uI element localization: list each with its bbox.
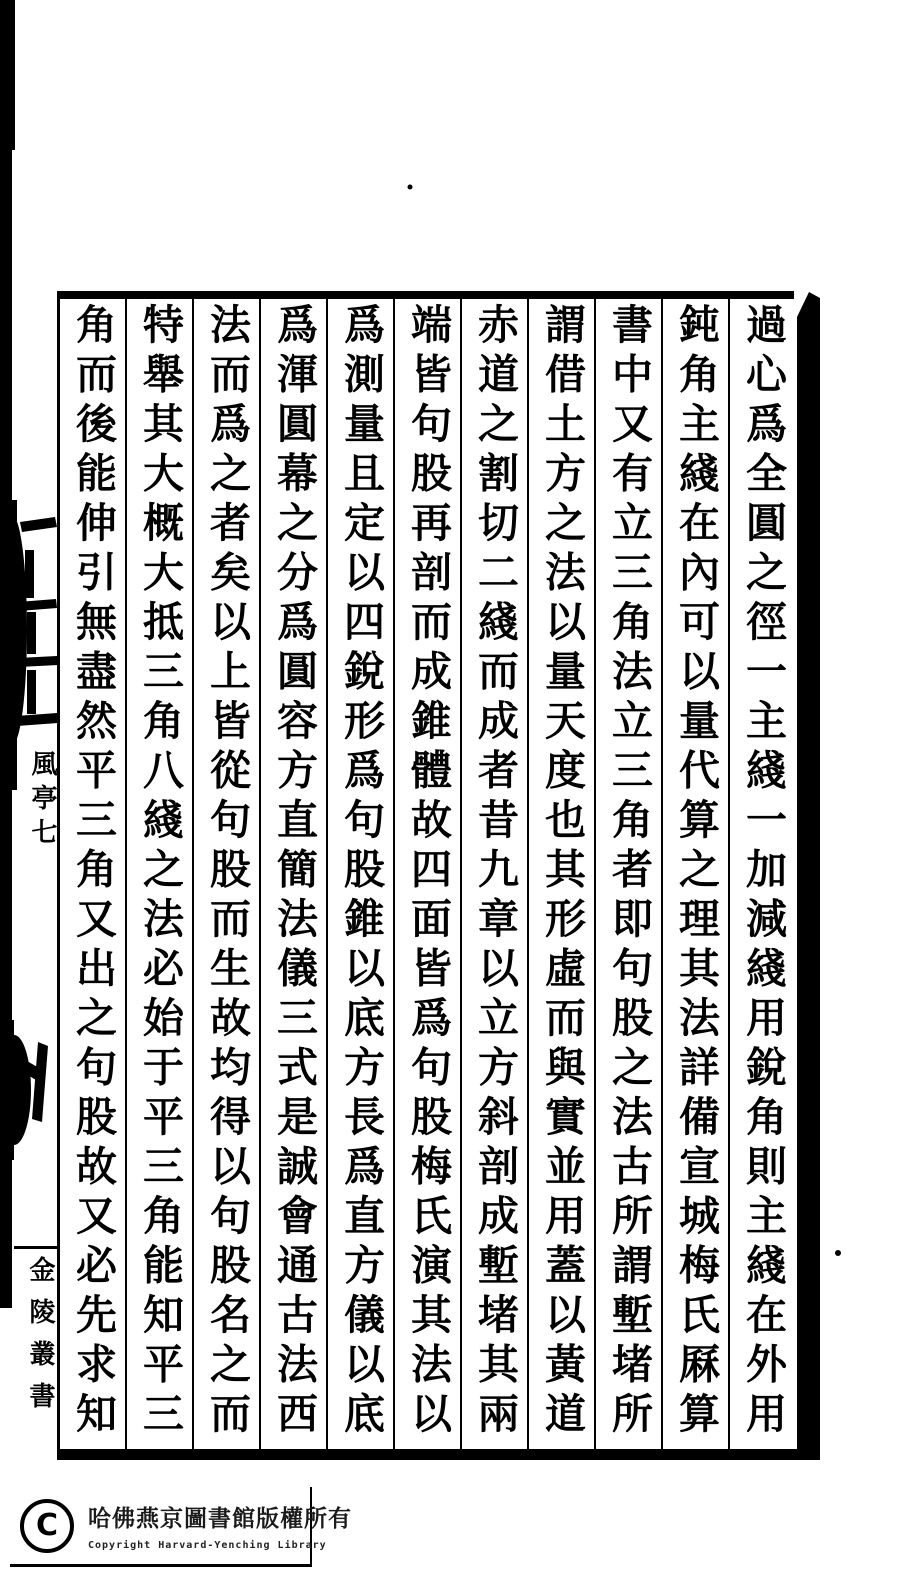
column-text: 爲測量且定以四銳形爲句股錐以底方長爲直方儀以底: [337, 303, 385, 1442]
folio-label: 風亭七: [27, 750, 57, 852]
copyright-icon: C: [20, 1499, 74, 1553]
scan-speck: [835, 1250, 841, 1256]
text-column-2: [661, 299, 728, 1449]
column-text: 法而爲之者矣以上皆從句股而生故均得以句股名之而: [203, 303, 251, 1442]
column-text: 過心爲全圓之徑一主綫一加減綫用銳角則主綫在外用: [739, 303, 787, 1442]
column-text: 端皆句股再剖而成錐體故四面皆爲句股梅氏演其法以: [404, 303, 452, 1442]
text-column-9: [192, 299, 259, 1449]
stamp-text: [88, 1500, 352, 1551]
stamp-english-text: Copyright Harvard-Yenching Library: [88, 1540, 327, 1551]
copyright-stamp: [10, 1487, 352, 1567]
text-block: [60, 299, 795, 1449]
text-column-4: [527, 299, 594, 1449]
column-text: 鈍角主綫在內可以量代算之理其法詳備宣城梅氏厤算: [672, 303, 720, 1442]
text-column-7: [326, 299, 393, 1449]
text-column-3: [594, 299, 661, 1449]
column-text: 特舉其大概大抵三角八綫之法必始于平三角能知平三: [136, 303, 184, 1442]
text-column-8: [259, 299, 326, 1449]
stamp-chinese-text: 哈佛燕京圖書館版權所有: [88, 1505, 352, 1532]
text-column-1: [728, 299, 795, 1449]
column-text: 爲渾圓幕之分爲圓容方直簡法儀三式是誠會通古法西: [270, 303, 318, 1442]
margin-rule: [14, 1246, 57, 1249]
column-text: 赤道之割切二綫而成者昔九章以立方斜剖成塹堵其兩: [471, 303, 519, 1442]
scan-speck: [408, 185, 413, 190]
text-column-5: [460, 299, 527, 1449]
column-text: 角而後能伸引無盡然平三角又出之句股故又必先求知: [69, 303, 117, 1442]
text-column-11: [60, 299, 125, 1449]
collection-label: 金陵叢書: [25, 1256, 55, 1424]
column-text: 謂借土方之法以量天度也其形虛而與實並用蓋以黃道: [538, 303, 586, 1442]
text-column-6: [393, 299, 460, 1449]
text-column-10: [125, 299, 192, 1449]
column-text: 書中又有立三角法立三角者即句股之法古所謂塹堵所: [605, 303, 653, 1442]
